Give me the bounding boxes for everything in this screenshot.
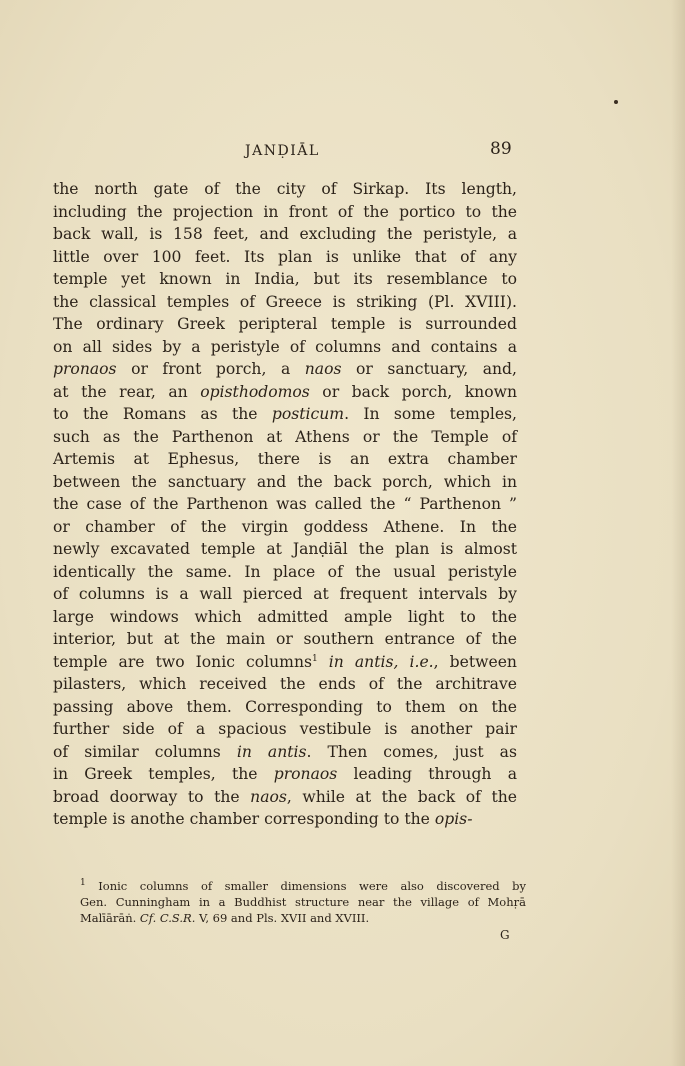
italic-term: posticum	[271, 405, 345, 423]
text-line: broad doorway to the naos, while at the back of the	[53, 787, 517, 806]
text-line: such as the Parthenon at Athens or the Temple of	[53, 427, 517, 446]
running-head	[0, 139, 685, 163]
text-line: at the rear, an opisthodomos or back porch, known	[53, 382, 517, 401]
text-line: temple is anothe chamber corresponding to the opis-	[53, 810, 473, 828]
text-line: interior, but at the main or southern entrance of the	[53, 630, 517, 648]
footnote-marker: 1	[80, 878, 86, 889]
text-line: including the projection in front of the portico to the	[53, 202, 517, 221]
text-line: of columns is a wall pierced at frequent intervals by	[53, 585, 517, 603]
text-line: the case of the Parthenon was called the “ Parthenon ”	[53, 495, 517, 513]
text-line: the classical temples of Greece is striking (Pl. XVIII).	[53, 292, 517, 311]
italic-term: opis-	[434, 810, 473, 828]
footnotes	[80, 878, 526, 926]
italic-term: naos	[304, 360, 342, 378]
italic-term: naos	[250, 787, 287, 806]
text-line: the north gate of the city of Sirkap. Its length,	[53, 180, 517, 198]
text-line: temple yet known in India, but its resemblance to	[53, 270, 517, 288]
italic-term: pronaos	[273, 765, 338, 783]
footnote-line: $^1$ Ionic columns of smaller dimensions were also discovered by	[80, 878, 526, 893]
signature-mark: G	[500, 928, 510, 942]
running-title: JANḌIĀL	[245, 143, 320, 159]
ink-speck	[614, 100, 618, 104]
italic-term: opisthodomos	[200, 382, 310, 401]
text-line: little over 100 feet. Its plan is unlike that of any	[53, 247, 517, 266]
text-line: back wall, is 158 feet, and excluding the peristyle, a	[53, 225, 517, 243]
text-line: in Greek temples, the pronaos leading through a	[53, 765, 517, 783]
text-line: pilasters, which received the ends of the architrave	[53, 675, 517, 693]
text-line: or chamber of the virgin goddess Athene. In the	[53, 517, 517, 536]
italic-term: pronaos	[53, 360, 117, 378]
footnote-marker: 1	[312, 653, 318, 664]
page-number: 89	[490, 139, 512, 159]
text-line: of similar columns in antis. Then comes, just as	[53, 742, 517, 761]
text-line: on all sides by a peristyle of columns and contains a	[53, 337, 517, 356]
text-line: between the sanctuary and the back porch, which in	[53, 472, 517, 491]
text-line: newly excavated temple at Janḍiāl the plan is almost	[53, 540, 517, 558]
footnote-line: Gen. Cunningham in a Buddhist structure near the village of Mohṛā	[80, 895, 526, 909]
text-line: The ordinary Greek peripteral temple is surrounded	[53, 315, 517, 333]
text-line: Artemis at Ephesus, there is an extra chamber	[53, 450, 517, 468]
body-text	[53, 178, 517, 831]
italic-term: in antis, i.e.	[328, 652, 434, 671]
text-line: temple are two Ionic columns$^1$ in antis, i.e., between	[53, 652, 517, 671]
italic-term: in antis	[236, 742, 307, 761]
italic-term: Cf. C.S.R.	[139, 911, 196, 925]
text-line: passing above them. Corresponding to them on the	[53, 697, 517, 716]
footnote-line: Malīārāṅ. Cf. C.S.R. V, 69 and Pls. XVII and XVIII.	[80, 911, 370, 925]
text-line: to the Romans as the posticum. In some temples,	[53, 405, 518, 423]
text-line: large windows which admitted ample light to the	[53, 607, 517, 626]
text-line: further side of a spacious vestibule is another pair	[53, 720, 517, 738]
text-line: pronaos or front porch, a naos or sanctuary, and,	[53, 360, 517, 378]
text-line: identically the same. In place of the usual peristyle	[53, 562, 517, 581]
